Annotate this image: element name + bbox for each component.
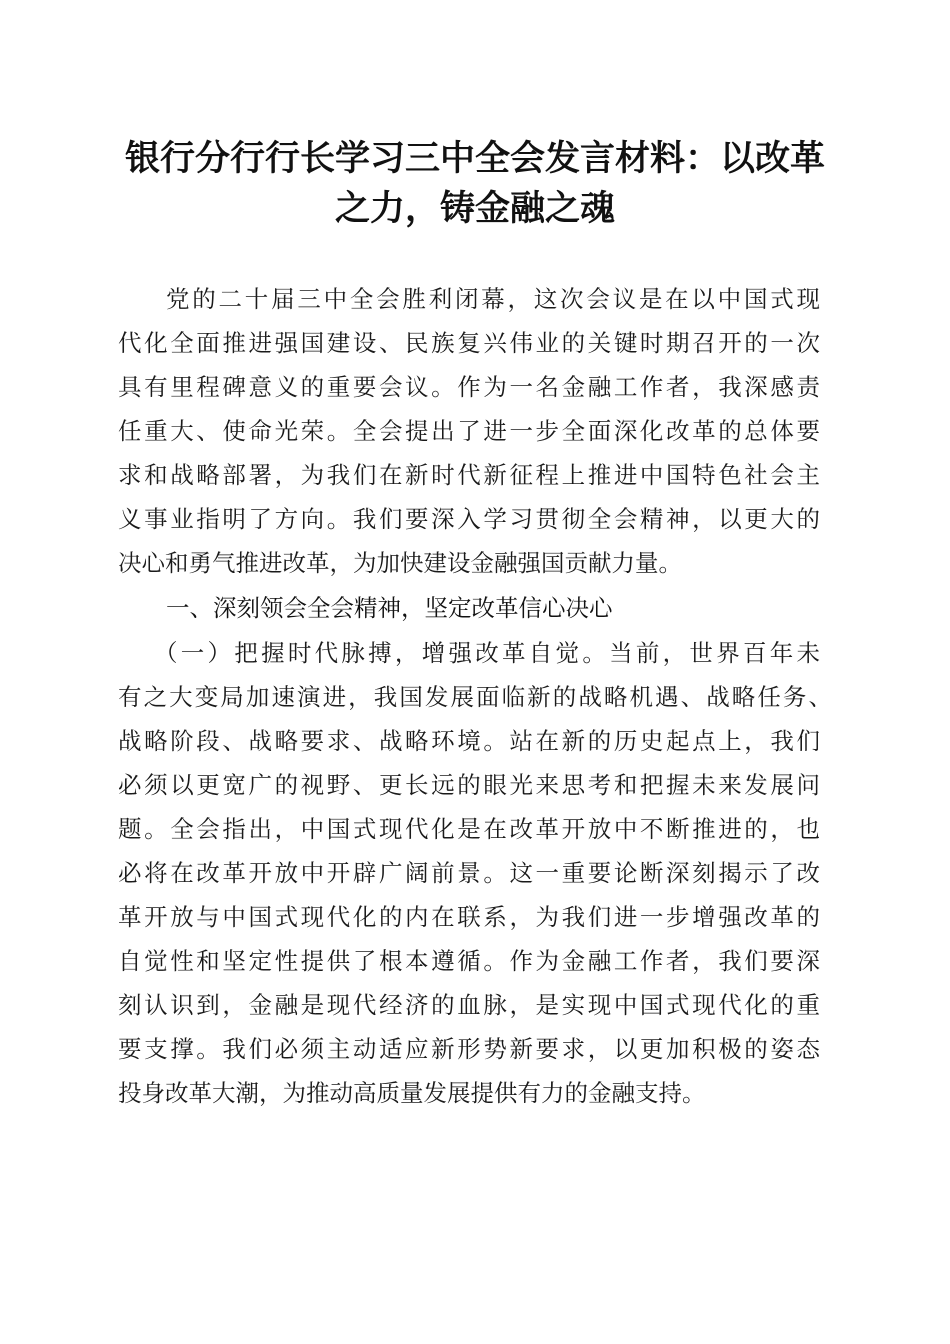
subsection-1-line-7: 革开放与中国式现代化的内在联系，为我们进一步增强改革的	[118, 903, 820, 931]
subsection-1-line-1-rest: 当前，世界百年未	[609, 639, 821, 667]
paragraph-1-line-2: 代化全面推进强国建设、民族复兴伟业的关键时期召开的一次	[118, 329, 820, 357]
subsection-1-line-1	[154, 638, 820, 668]
subsection-1-lead: （一）把握时代脉搏，增强改革自觉。	[154, 639, 610, 667]
paragraph-1-line-1: 党的二十届三中全会胜利闭幕，这次会议是在以中国式现	[166, 285, 820, 313]
subsection-1-line-6: 必将在改革开放中开辟广阔前景。这一重要论断深刻揭示了改	[118, 859, 820, 887]
paragraph-1-line-4: 任重大、使命光荣。全会提出了进一步全面深化改革的总体要	[118, 417, 820, 445]
section-1-heading: 一、深刻领会全会精神，坚定改革信心决心	[166, 594, 613, 622]
paragraph-1-line-5: 求和战略部署，为我们在新时代新征程上推进中国特色社会主	[118, 461, 820, 489]
document-title-line-2: 之力，铸金融之魂	[334, 189, 615, 229]
document-title-line-1: 银行分行行长学习三中全会发言材料：以改革	[124, 139, 825, 179]
subsection-1-line-10: 要支撑。我们必须主动适应新形势新要求，以更加积极的姿态	[118, 1035, 820, 1063]
subsection-1-line-11: 投身改革大潮，为推动高质量发展提供有力的金融支持。	[118, 1079, 706, 1107]
subsection-1-line-9: 刻认识到，金融是现代经济的血脉，是实现中国式现代化的重	[118, 991, 820, 1019]
paragraph-1-line-3: 具有里程碑意义的重要会议。作为一名金融工作者，我深感责	[118, 373, 820, 401]
subsection-1-line-5: 题。全会指出，中国式现代化是在改革开放中不断推进的，也	[118, 815, 820, 843]
paragraph-1-line-6: 义事业指明了方向。我们要深入学习贯彻全会精神，以更大的	[118, 505, 820, 533]
subsection-1-line-4: 必须以更宽广的视野、更长远的眼光来思考和把握未来发展问	[118, 771, 820, 799]
subsection-1-line-8: 自觉性和坚定性提供了根本遵循。作为金融工作者，我们要深	[118, 947, 820, 975]
subsection-1-line-2: 有之大变局加速演进，我国发展面临新的战略机遇、战略任务、	[118, 683, 832, 711]
subsection-1-line-3: 战略阶段、战略要求、战略环境。站在新的历史起点上，我们	[118, 727, 820, 755]
paragraph-1-line-7: 决心和勇气推进改革，为加快建设金融强国贡献力量。	[118, 549, 682, 577]
